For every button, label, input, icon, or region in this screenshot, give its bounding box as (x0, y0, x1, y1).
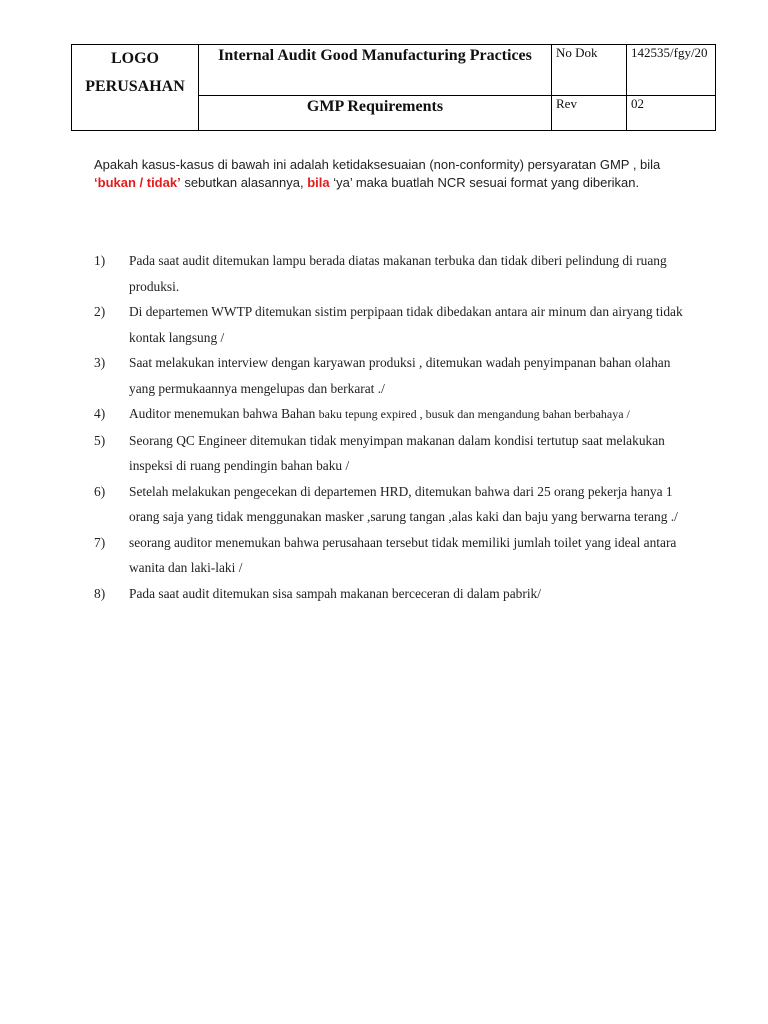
instructions-paragraph (94, 156, 684, 192)
logo-line-2: PERUSAHAN (85, 78, 185, 95)
intro-text-2: sebutkan alasannya, (180, 175, 308, 190)
list-item (94, 428, 694, 479)
item-number: 3) (94, 355, 106, 370)
item-number: 7) (94, 534, 106, 550)
logo-placeholder (72, 45, 199, 131)
rev-label: Rev (552, 96, 627, 131)
document-subtitle: GMP Requirements (199, 96, 552, 131)
intro-text-3: ‘ya’ maka buatlah NCR sesuai format yang diberikan. (329, 175, 640, 190)
list-item (94, 299, 694, 350)
item-number: 8) (94, 585, 106, 601)
list-item (94, 479, 694, 530)
item-text: Seorang QC Engineer ditemukan tidak menyimpan makanan dalam kondisi tertutup saat melakukan inspeksi di ruang pendingin bahan baku / (129, 432, 665, 473)
case-list (94, 248, 694, 606)
no-dok-value: 142535/fgy/20 (627, 45, 716, 96)
item-text: Di departemen WWTP ditemukan sistim perpipaan tidak dibedakan antara air minum dan airyang tidak kontak langsung / (129, 304, 683, 345)
item-text: Auditor menemukan bahwa Bahan (129, 406, 319, 421)
item-text: Saat melakukan interview dengan karyawan produksi , ditemukan wadah penyimpanan bahan olahan yang permukaannya mengelupas dan berkarat ./ (129, 355, 671, 396)
document-header (71, 44, 716, 131)
item-number: 4) (94, 406, 106, 421)
intro-text-1: Apakah kasus-kasus di bawah ini adalah ketidaksesuaian (non-conformity) persyaratan GMP , bila (94, 157, 661, 172)
list-item (94, 581, 694, 607)
intro-quote-open: ‘ (94, 175, 98, 190)
item-text: seorang auditor menemukan bahwa perusahaan tersebut tidak memiliki jumlah toilet yang ideal antara wanita dan laki-laki / (129, 534, 677, 575)
document-title: Internal Audit Good Manufacturing Practices (199, 45, 552, 96)
logo-line-1: LOGO (110, 50, 159, 67)
item-number: 6) (94, 483, 106, 499)
no-dok-label: No Dok (552, 45, 627, 96)
item-text-small: baku tepung expired , busuk dan mengandung bahan berbahaya / (318, 407, 630, 421)
list-item (94, 248, 694, 299)
intro-highlight-bila: bila (307, 175, 330, 190)
list-item (94, 401, 694, 428)
intro-highlight-bukan-tidak: bukan / tidak (97, 175, 178, 190)
list-item (94, 530, 694, 581)
list-item (94, 350, 694, 401)
rev-value: 02 (627, 96, 716, 131)
item-number: 1) (94, 253, 106, 268)
item-text: Pada saat audit ditemukan lampu berada diatas makanan terbuka dan tidak diberi pelindung di ruang produksi. (129, 253, 667, 294)
item-text: Setelah melakukan pengecekan di departemen HRD, ditemukan bahwa dari 25 orang pekerja hanya 1 orang saja yang tidak menggunakan masker ,sarung tangan ,alas kaki dan baju yang berwarna terang ./ (129, 483, 678, 524)
item-number: 2) (94, 304, 106, 319)
item-number: 5) (94, 432, 106, 448)
item-text: Pada saat audit ditemukan sisa sampah makanan berceceran di dalam pabrik/ (129, 585, 541, 601)
intro-quote-close: ’ (177, 175, 181, 190)
